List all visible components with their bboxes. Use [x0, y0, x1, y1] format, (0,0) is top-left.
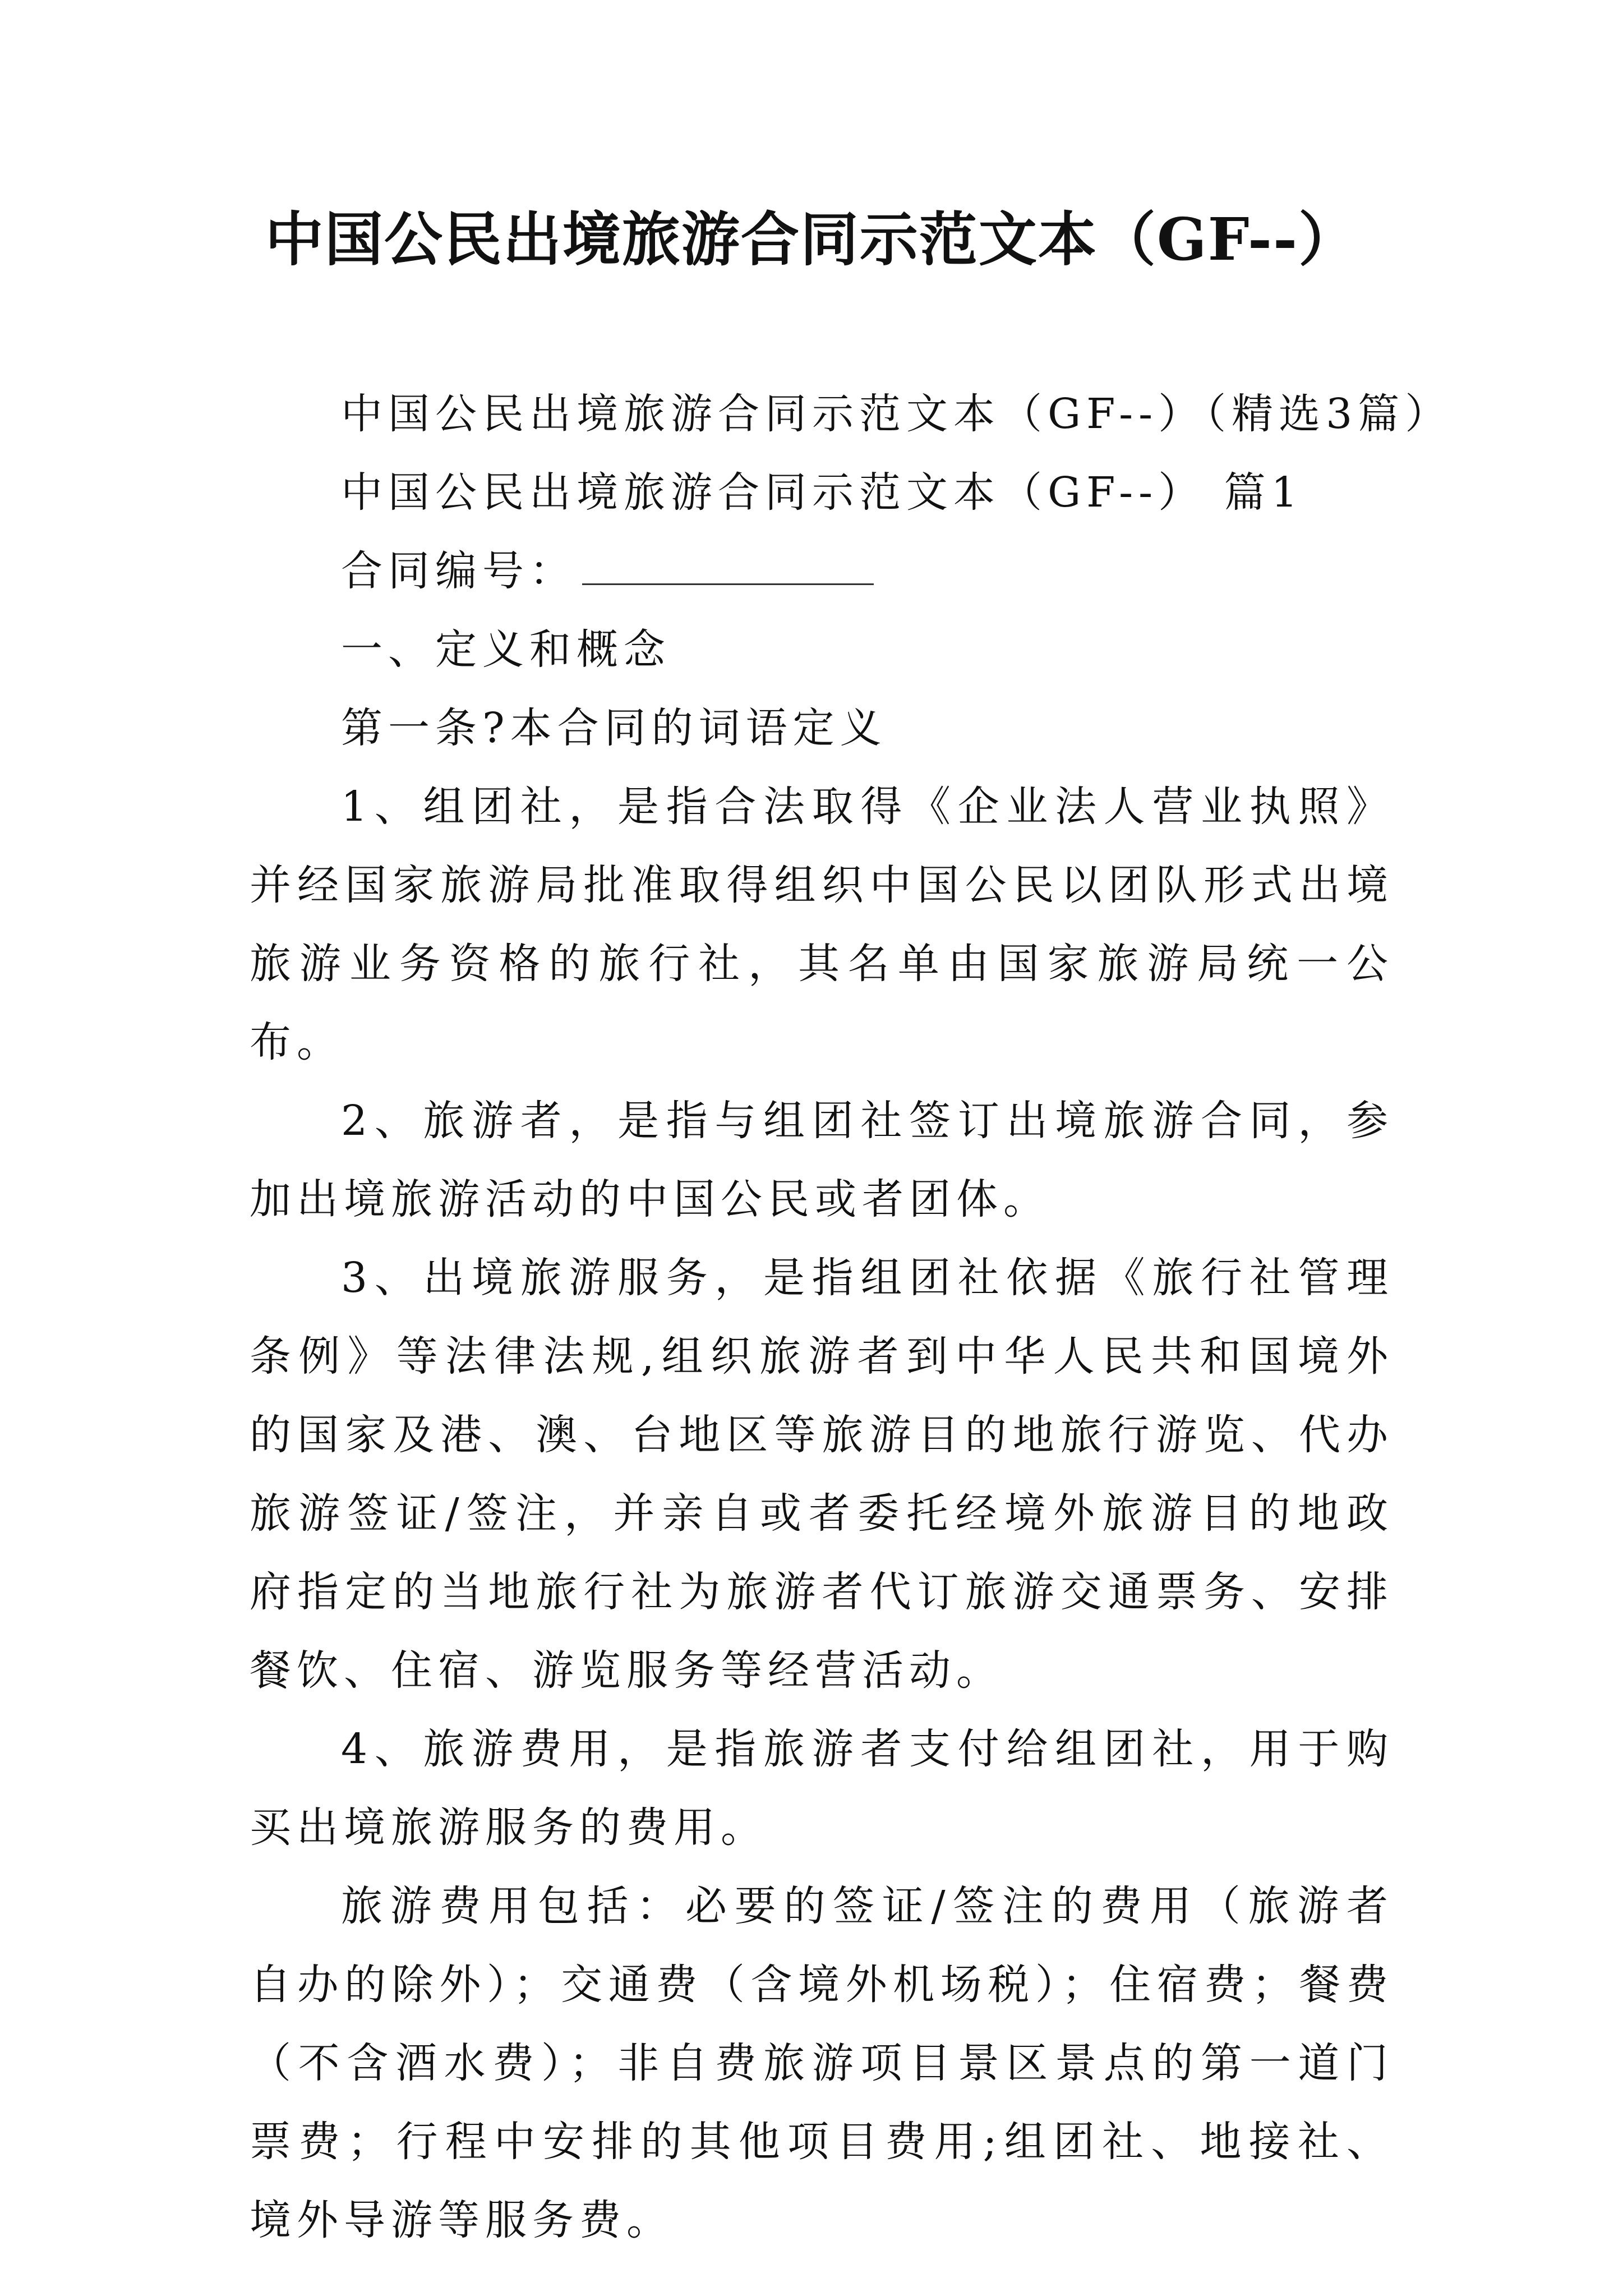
- contract-number-blank[interactable]: [582, 581, 874, 585]
- part-heading: 中国公民出境旅游合同示范文本（GF--） 篇1: [341, 468, 1303, 517]
- paragraph-5: 旅游费用包括：必要的签证/签注的费用（旅游者自办的除外）；交通费（含境外机场税）；住宿费；餐费（不含酒水费）；非自费旅游项目景区景点的第一道门票费；行程中安排的其他项目费用;组团社、地接社、境外导游等服务费。: [250, 1882, 1394, 2244]
- paragraph-1: 1、组团社，是指合法取得《企业法人营业执照》并经国家旅游局批准取得组织中国公民以团队形式出境旅游业务资格的旅行社，其名单由国家旅游局统一公布。: [250, 783, 1394, 1066]
- article-heading: 第一条?本合同的词语定义: [341, 704, 887, 752]
- document-title: 中国公民出境旅游合同示范文本（GF--）: [265, 205, 1358, 274]
- paragraph-4: 4、旅游费用，是指旅游者支付给组团社，用于购买出境旅游服务的费用。: [250, 1725, 1394, 1852]
- paragraph-3: 3、出境旅游服务，是指组团社依据《旅行社管理条例》等法律法规,组织旅游者到中华人民共和国境外的国家及港、澳、台地区等旅游目的地旅行游览、代办旅游签证/签注，并亲自或者委托经境外旅游目的地政府指定的当地旅行社为旅游者代订旅游交通票务、安排餐饮、住宿、游览服务等经营活动。: [250, 1254, 1394, 1695]
- section-heading: 一、定义和概念: [341, 625, 671, 674]
- contract-number-label: 合同编号：: [341, 547, 577, 595]
- document-body: [250, 375, 1453, 2260]
- contract-number-row: [250, 532, 1394, 610]
- paragraph-2: 2、旅游者，是指与组团社签订出境旅游合同，参加出境旅游活动的中国公民或者团体。: [250, 1097, 1394, 1223]
- subtitle: 中国公民出境旅游合同示范文本（GF--）（精选3篇）: [341, 390, 1453, 438]
